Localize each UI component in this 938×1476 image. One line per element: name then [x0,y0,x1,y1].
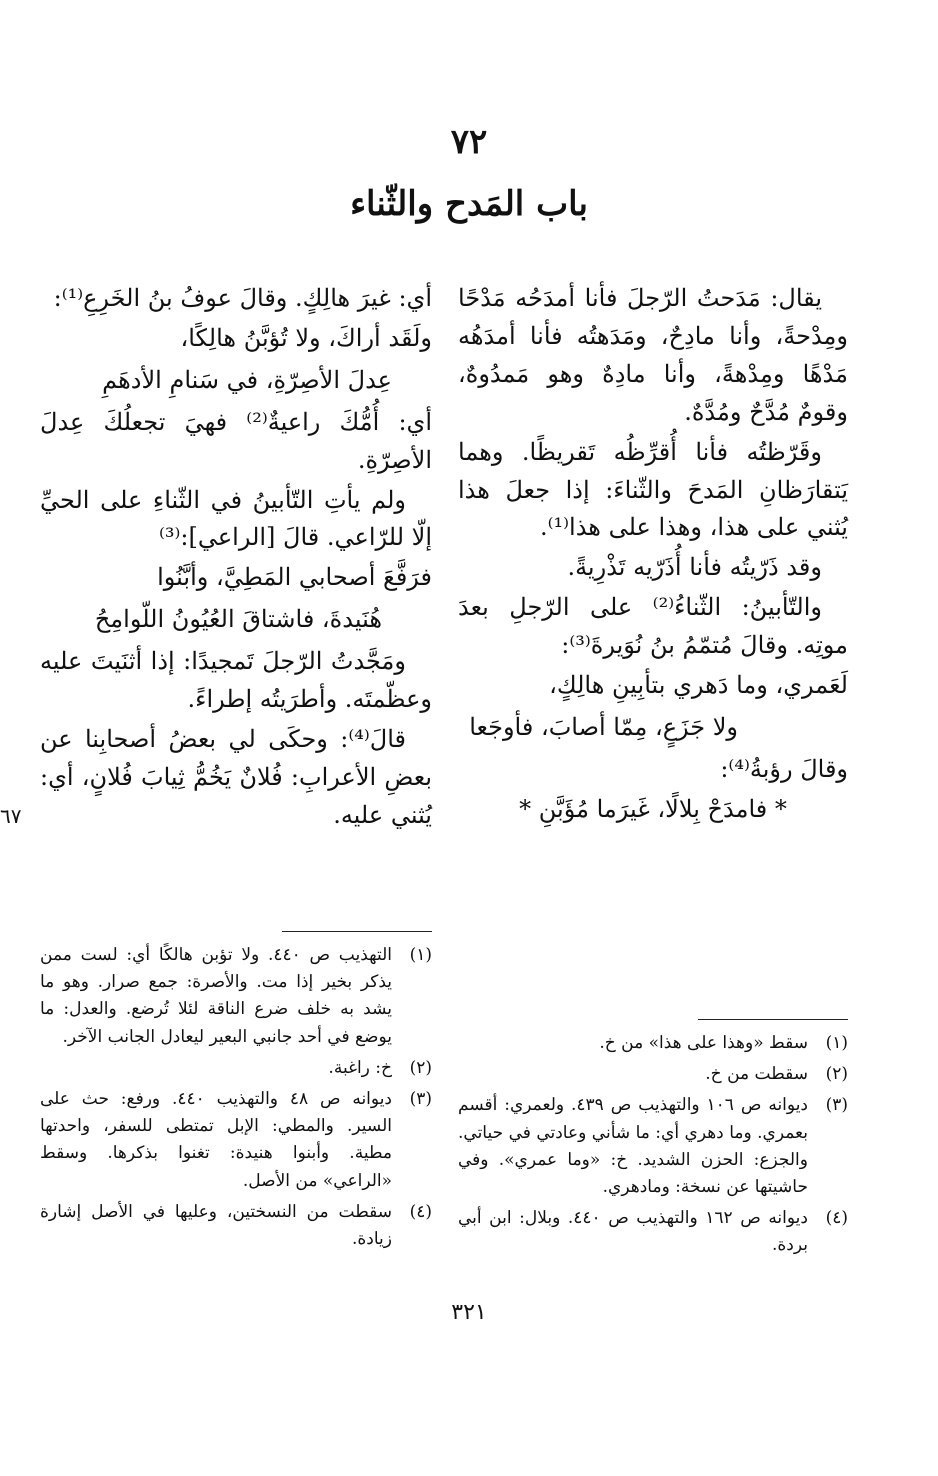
left-column [40,280,432,837]
footnote-text: سقطت من النسختين، وعليها في الأصل إشارة زيادة. [40,1201,392,1249]
paragraph: وقَرّظتُه فأنا أُقرِّظُه تَقريظًا. وهما يَتقارَظانِ المَدحَ والثّناءَ: إذا جعلَ هذا يُثني على هذا، وهذا على هذا⁽¹⁾. [458,437,848,542]
footnote-mark: (٣) [409,1088,432,1109]
footnotes-right [458,1030,848,1264]
paragraph: ومَجَّدتُ الرّجلَ تَمجيدًا: إذا أثنَيتَ عليه وعظّمتَه. وأطرَيتُه إطراءً. [40,647,432,714]
footnote [458,1092,848,1201]
footnote [40,1086,432,1195]
footnote-mark: (٢) [409,1057,432,1078]
footnote-text: سقط «وهذا على هذا» من خ. [599,1033,808,1053]
footnote-divider [282,931,432,932]
chapter-number: ٧٢ [450,122,488,162]
paragraph: يقال: مَدَحتُ الرّجلَ فأنا أمدَحُه مَدْحًا ومِدْحةً، وأنا مادِحٌ، ومَدَهتُه فأنا أمدَهُه مَدْهًا ومِدْهةً، وأنا مادِهٌ وهو مَمدُوهٌ، وقومٌ مُدَّحٌ ومُدَّهٌ. [458,284,848,426]
footnote-mark: (٤) [825,1208,848,1229]
verse-hemistich: عِدلَ الأصِرّةِ، في سَنامِ الأدهَمِ [102,365,392,394]
verse-hemistich: فرَفَّعَ أصحابي المَطِيَّ، وأبَّنُوا [157,563,432,592]
footnote [458,1030,848,1057]
right-column [458,280,848,833]
footnotes-left [40,942,432,1257]
footnote [458,1061,848,1088]
footnote [40,1199,432,1253]
footnote-divider [698,1019,848,1020]
verse-line: * فامدَحْ بِلالًا، غَيرَما مُؤَبَّنِ * [519,794,787,823]
margin-page-number: ٦٧ [0,804,22,828]
footnote-mark: (٣) [825,1095,848,1116]
footnote [458,1205,848,1259]
footnote-mark: (١) [825,1033,848,1053]
chapter-title: باب المَدح والثّناء [350,184,588,224]
paragraph: أي: أُمُّكَ راعيةٌ⁽²⁾ فهيَ تجعلُكَ عِدلَ الأصِرّةِ. [40,407,432,474]
paragraph: ولم يأتِ التّأبينُ في الثّناءِ على الحيِّ إلّا للرّاعي. قالَ [الراعي]:⁽³⁾ [40,485,432,552]
footnote-text: ديوانه ص ٤٨ والتهذيب ٤٤٠. ورفع: حث على السير. والمطي: الإبل تمتطى للسفر، واحدتها مطية. وأبنوا هنيدة: تغنوا بذكرها. وسقط «الراعي» من الأصل. [40,1088,392,1191]
footnote-text: خ: راغبة. [328,1057,392,1078]
footnote-mark: (٤) [409,1201,432,1222]
verse-hemistich: ولَقَد أراكَ، ولا تُؤبَّنُ هالِكًا، [180,323,432,352]
footnote-text: ديوانه ص ١٠٦ والتهذيب ص ٤٣٩. ولعمري: أقسم بعمري. وما دهري أي: ما شأني وعادتي في حياتي. والجزع: الحزن الشديد. خ: «وما عمري». وفي حاشيتها عن نسخة: ومادهري. [458,1095,808,1197]
paragraph: أي: غيرَ هالِكٍ. وقالَ عوفُ بنُ الخَرِعِ⁽¹⁾: [53,284,432,312]
footnote [40,1055,432,1082]
paragraph: والتّأبينُ: الثّناءُ⁽²⁾ على الرّجلِ بعدَ موتِه. وقالَ مُتمّمُ بنُ نُوَيرةَ⁽³⁾: [458,593,848,660]
footnote [40,942,432,1051]
paragraph: وقد ذَرّيتُه فأنا أُذَرّيه تَذْرِيةً. [567,553,822,582]
verse-hemistich: لَعَمري، وما دَهري بتأبِينِ هالِكٍ، [549,671,848,700]
page-number: ٣٢١ [451,1300,487,1325]
paragraph: قالَ⁽⁴⁾: وحكَى لي بعضُ أصحابِنا عن بعضِ الأعرابِ: فُلانٌ يَخُمُّ ثِيابَ فُلانٍ، أي: يُثني عليه. [40,724,432,829]
verse-hemistich: ولا جَزَعٍ، مِمّا أصابَ، فأوجَعا [469,712,738,741]
verse-hemistich: هُنَيدةَ، فاشتاقَ العُيُونُ اللّوامِحُ [94,605,382,634]
footnote-mark: (١) [409,945,432,965]
footnote-text: التهذيب ص ٤٤٠. ولا تؤبن هالكًا أي: لست ممن يذكر بخير إذا مت. والأصرة: جمع صرار. وهو ما يشد به خلف ضرع الناقة لئلا تُرضع. والعدل: ما يوضع في أحد جانبي البعير ليعادل الجانب الآخر. [40,945,393,1047]
paragraph: وقالَ رؤبةُ⁽⁴⁾: [720,754,848,783]
footnote-text: سقطت من خ. [705,1064,808,1085]
footnote-text: ديوانه ص ١٦٢ والتهذيب ص ٤٤٠. وبلال: ابن أبي بردة. [458,1208,808,1256]
footnote-mark: (٢) [825,1064,848,1085]
